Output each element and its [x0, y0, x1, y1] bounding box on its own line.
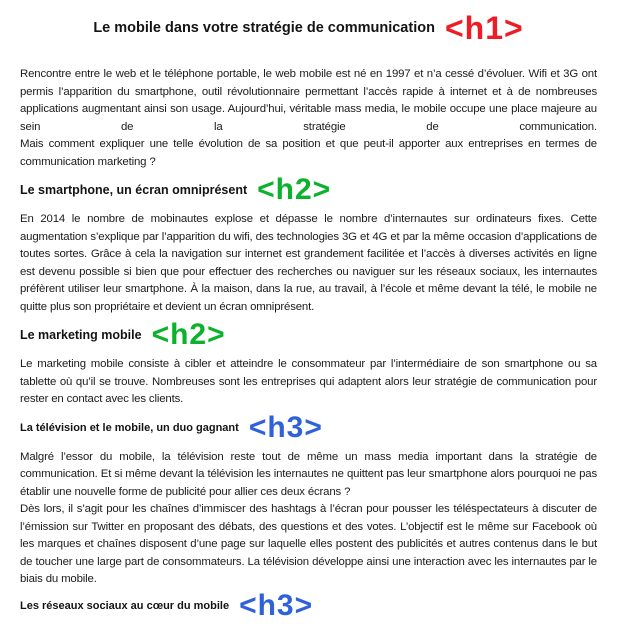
h3-heading-television-text: La télévision et le mobile, un duo gagnant: [20, 421, 239, 434]
section-heading-marketing-mobile: [20, 318, 597, 351]
h1-tag-annotation: <h1>: [444, 10, 524, 46]
section-heading-smartphone: [20, 173, 597, 206]
h3-tag-annotation: <h3>: [248, 410, 323, 444]
page-title: Le mobile dans votre stratégie de communication: [93, 20, 435, 36]
h3-tag-annotation: <h3>: [239, 588, 314, 622]
h2-heading-smartphone-text: Le smartphone, un écran omniprésent: [20, 183, 248, 197]
marketing-mobile-section-paragraph: Le marketing mobile consiste à cibler et atteindre le consommateur par l’intermédiaire de son smartphone ou sa tablette où qu’il se trouve. Nombreuses sont les entreprises qui adaptent alors leur stratégie de communication pour rester en contact avec les clients.: [20, 358, 597, 405]
section-heading-television-mobile: [20, 410, 597, 444]
television-section-paragraph-1: Malgré l’essor du mobile, la télévision reste tout de même un mass media important dans la stratégie de communication. Et si même devant la télévision les internautes ne quittent pas leur smartphone alors pourquoi ne pas établir une nouvelle forme de publicité pour allier ces deux écrans ?: [20, 450, 597, 498]
television-section-paragraph-2: Dès lors, il s’agit pour les chaînes d’immiscer des hashtags à l’écran pour pousser les téléspectateurs à discuter de l’émission sur Twitter en proposant des débats, des questions et des votes. L’objectif est le même sur Facebook où les marques et chaînes disposent d’une page sur laquelle elles postent des publicités et autres contenus dans le but de toucher une large part de consommateurs. La télévision développe ainsi une interaction avec les internautes par le biais du mobile.: [20, 503, 597, 585]
h2-heading-marketing-text: Le marketing mobile: [20, 328, 142, 342]
h2-tag-annotation: <h2>: [151, 318, 226, 351]
intro-paragraph-part2: Mais comment expliquer une telle évolution de sa position et que peut-il apporter aux entreprises en termes de communication marketing ?: [20, 138, 597, 168]
title-row: [20, 10, 597, 46]
section-heading-reseaux-sociaux: [20, 588, 597, 622]
h3-heading-reseaux-text: Les réseaux sociaux au cœur du mobile: [20, 599, 230, 612]
intro-paragraph-part1: Rencontre entre le web et le téléphone portable, le web mobile est né en 1997 et n’a cessé d’évoluer. Wifi et 3G ont permis l’apparition du smartphone, outil révolutionnaire permettant l’accès rapide à internet et à de nombreuses applications augmentant ainsi son usage. Aujourd’hui, véritable mass media, le mobile occupe une place majeure au sein de la stratégie de communication.: [20, 68, 597, 133]
smartphone-section-paragraph: En 2014 le nombre de mobinautes explose et dépasse le nombre d’internautes sur ordinateurs fixes. Cette augmentation s’explique par l’apparition du wifi, des technologies 3G et 4G et par la même occasion d’applications de toutes sortes. Grâce à cela la navigation sur internet est grandement facilitée et l’accès à diverses activités en ligne est devenu possible si bien que pour effectuer des recherches ou naviguer sur les réseaux sociaux, les internautes préfèrent utiliser leur smartphone. À la maison, dans la rue, au travail, à l’école et même devant la télé, le mobile ne quitte plus son propriétaire et devient un écran omniprésent.: [20, 213, 597, 313]
h2-tag-annotation: <h2>: [257, 173, 332, 206]
